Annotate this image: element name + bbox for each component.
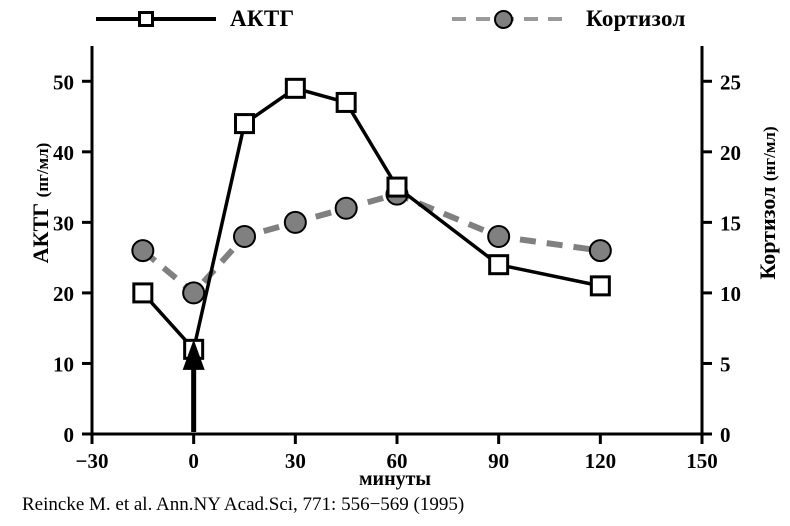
y-axis-right-unit: (нг/мл) [760,126,779,182]
data-point-cortisol [488,226,509,247]
x-tick-label: 0 [188,449,199,473]
x-tick-label: 150 [686,449,718,473]
y-tick-label-right: 10 [720,281,741,306]
y-tick-label-left: 50 [53,70,74,95]
legend-label-cortisol: Кортизол [586,6,686,31]
legend-label-acth: АКТГ [230,6,295,31]
y-tick-label-left: 10 [53,352,74,377]
data-point-acth [337,93,355,111]
y-axis-right-name: Кортизол [755,186,780,280]
data-point-acth [591,277,609,295]
y-tick-label-right: 5 [720,352,731,377]
y-tick-label-right: 20 [720,140,741,165]
y-tick-label-right: 25 [720,70,741,95]
x-tick-label: −30 [75,449,109,473]
y-tick-label-left: 40 [53,140,74,165]
data-point-cortisol [336,198,357,219]
x-tick-label: 30 [284,449,306,473]
x-tick-label: 90 [488,449,510,473]
y-tick-label-right: 0 [720,423,731,447]
data-point-cortisol [183,282,204,303]
data-point-cortisol [132,240,153,261]
y-tick-label-right: 15 [720,211,741,236]
x-axis-title: минуты [358,468,432,490]
data-point-cortisol [234,226,255,247]
y-tick-label-left: 0 [63,423,74,447]
data-point-acth [236,115,254,133]
y-tick-label-left: 20 [53,281,74,306]
data-point-cortisol [285,212,306,233]
series-line-acth [143,88,601,349]
x-tick-label: 60 [386,449,408,473]
data-point-acth [286,79,304,97]
y-axis-left-name: АКТГ [28,202,53,264]
y-tick-label-left: 30 [53,211,74,236]
data-point-cortisol [590,240,611,261]
data-point-acth [388,178,406,196]
y-axis-left-unit: (пг/мл) [33,142,52,198]
x-tick-label: 120 [584,449,617,473]
data-point-acth [490,256,508,274]
citation-text: Reincke M. et al. Ann.NY Acad.Sci, 771: 556−569 (1995) [22,494,465,515]
data-point-acth [134,284,152,302]
